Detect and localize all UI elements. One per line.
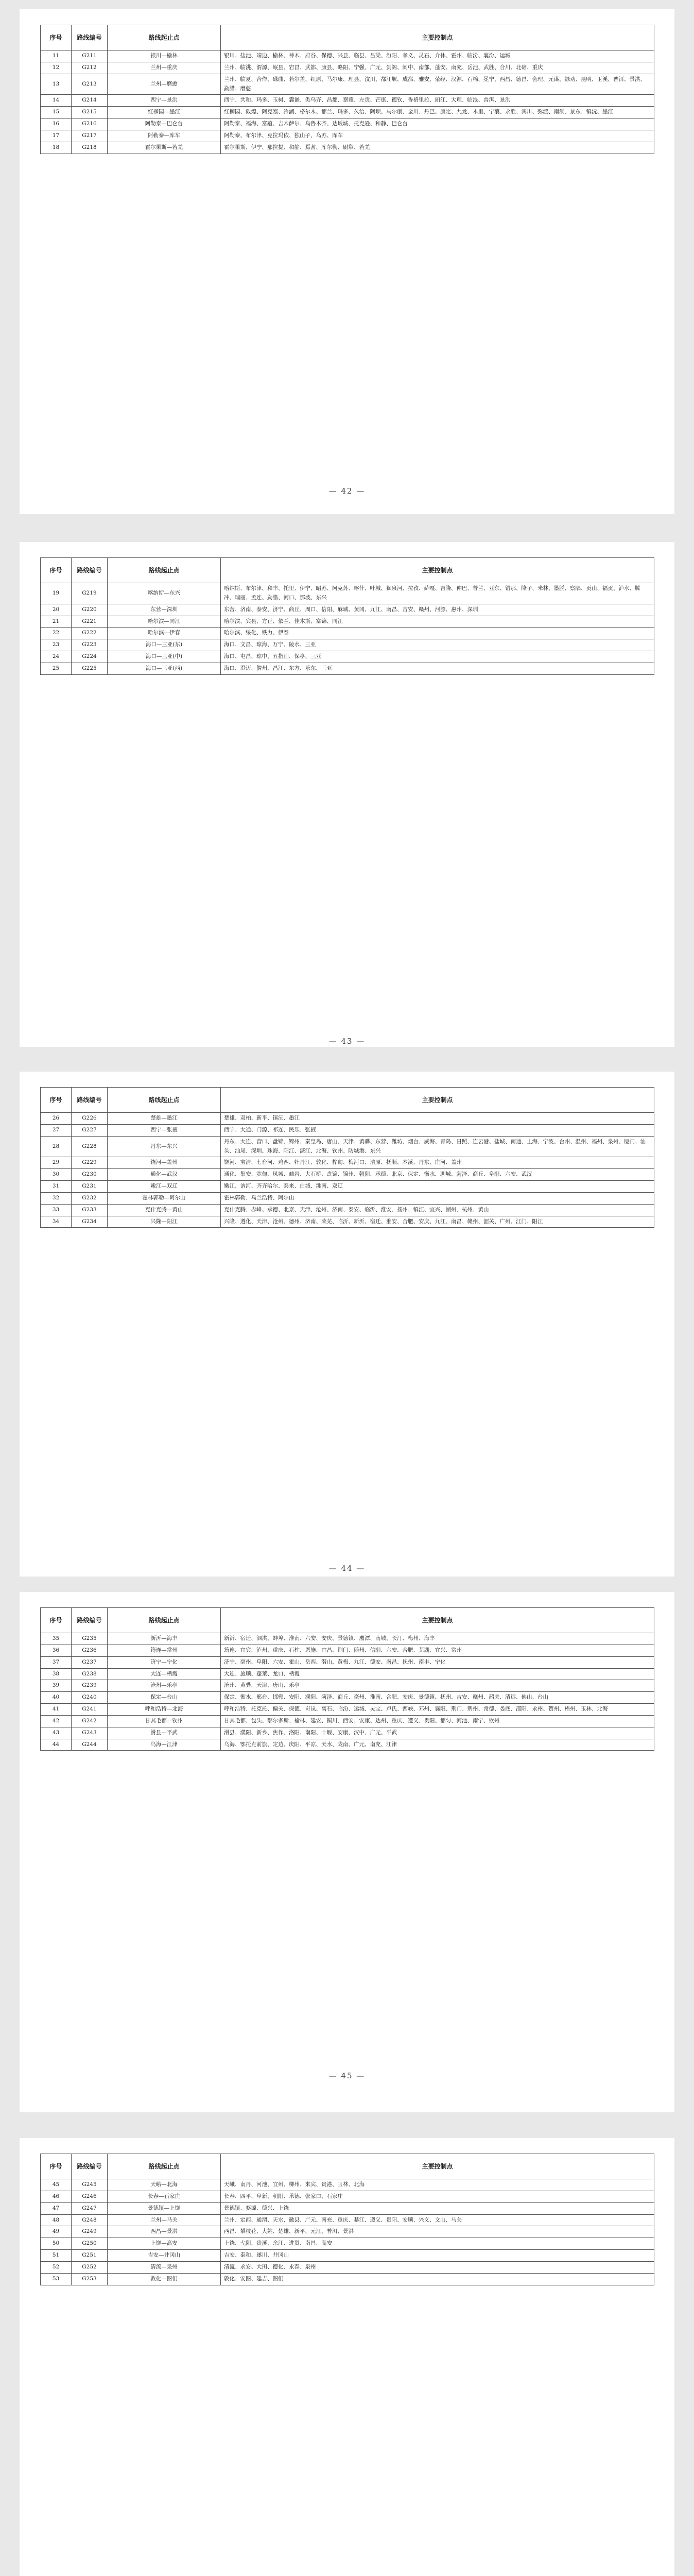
row-number: 38	[41, 1668, 72, 1680]
control-points: 吉安、泰和、遂川、井冈山	[221, 2250, 654, 2262]
column-header-no: 序号	[41, 2154, 72, 2179]
document-page	[20, 1072, 674, 1577]
route-code: G245	[72, 2179, 108, 2191]
row-number: 40	[41, 1692, 72, 1704]
column-header-route: 路线起止点	[108, 558, 221, 583]
row-number: 19	[41, 583, 72, 604]
row-number: 16	[41, 118, 72, 130]
row-number: 23	[41, 639, 72, 651]
route-code: G249	[72, 2226, 108, 2238]
page-number: — 44 —	[328, 1564, 366, 1573]
row-number: 13	[41, 74, 72, 95]
route-code: G227	[72, 1124, 108, 1136]
route-endpoints: 兰州—重庆	[108, 62, 221, 74]
route-table	[40, 25, 654, 154]
table-row	[41, 639, 654, 651]
table-row	[41, 1739, 654, 1751]
table-row	[41, 107, 654, 118]
document-page	[20, 2138, 674, 2576]
control-points: 阿勒泰、布尔津、克拉玛依、独山子、乌苏、库车	[221, 130, 654, 142]
control-points: 海口、屯昌、琼中、五指山、保亭、三亚	[221, 651, 654, 663]
route-endpoints: 银川—榆林	[108, 50, 221, 62]
route-code: G215	[72, 107, 108, 118]
column-header-no: 序号	[41, 1608, 72, 1633]
row-number: 12	[41, 62, 72, 74]
route-code: G234	[72, 1216, 108, 1228]
control-points: 兰州、定西、通渭、天水、徽县、广元、南充、重庆、綦江、遵义、贵阳、安顺、兴义、文山、马关	[221, 2214, 654, 2226]
route-table	[40, 1087, 654, 1228]
control-points: 哈尔滨、宾县、方正、依兰、佳木斯、富锦、同江	[221, 616, 654, 628]
route-code: G217	[72, 130, 108, 142]
route-code: G230	[72, 1169, 108, 1181]
control-points: 楚雄、双柏、新平、镇沅、墨江	[221, 1113, 654, 1125]
column-header-cities: 主要控制点	[221, 1608, 654, 1633]
row-number: 39	[41, 1680, 72, 1692]
route-code: G213	[72, 74, 108, 95]
row-number: 15	[41, 107, 72, 118]
table-row	[41, 651, 654, 663]
row-number: 18	[41, 142, 72, 154]
table-row	[41, 1704, 654, 1716]
row-number: 17	[41, 130, 72, 142]
control-points: 大连、旅顺、蓬莱、龙口、栖霞	[221, 1668, 654, 1680]
route-table	[40, 1607, 654, 1751]
column-header-route: 路线起止点	[108, 1608, 221, 1633]
table-header-row	[41, 558, 654, 583]
route-endpoints: 保定—台山	[108, 1692, 221, 1704]
table-header-row	[41, 1088, 654, 1113]
row-number: 33	[41, 1204, 72, 1216]
column-header-no: 序号	[41, 25, 72, 50]
control-points: 红柳园、敦煌、阿克塞、冷湖、格尔木、都兰、玛多、久治、阿坝、马尔康、金川、丹巴、康定、九龙、木里、宁蒗、永胜、宾川、弥渡、南涧、景东、镇沅、墨江	[221, 107, 654, 118]
route-endpoints: 长春—石家庄	[108, 2191, 221, 2202]
row-number: 44	[41, 1739, 72, 1751]
control-points: 霍尔果斯、伊宁、那拉提、和静、焉耆、库尔勒、尉犁、若羌	[221, 142, 654, 154]
row-number: 29	[41, 1157, 72, 1169]
row-number: 28	[41, 1136, 72, 1157]
route-code: G237	[72, 1656, 108, 1668]
route-endpoints: 喀纳斯—东兴	[108, 583, 221, 604]
route-endpoints: 海口—三亚(西)	[108, 663, 221, 674]
route-table	[40, 557, 654, 675]
route-endpoints: 滑县—平武	[108, 1727, 221, 1739]
table-row	[41, 1715, 654, 1727]
row-number: 46	[41, 2191, 72, 2202]
route-code: G218	[72, 142, 108, 154]
route-endpoints: 大连—栖霞	[108, 1668, 221, 1680]
control-points: 济宁、亳州、阜阳、六安、霍山、岳西、潜山、黄梅、九江、德安、南昌、抚州、南丰、宁化	[221, 1656, 654, 1668]
table-row	[41, 2261, 654, 2273]
table-row	[41, 2202, 654, 2214]
route-endpoints: 东营—深圳	[108, 604, 221, 616]
route-endpoints: 霍林郭勒—阿尔山	[108, 1192, 221, 1204]
control-points: 阿勒泰、福海、富蕴、吉木萨尔、乌鲁木齐、达坂城、托克逊、和静、巴仑台	[221, 118, 654, 130]
route-code: G233	[72, 1204, 108, 1216]
table-row	[41, 583, 654, 604]
row-number: 47	[41, 2202, 72, 2214]
route-code: G242	[72, 1715, 108, 1727]
route-code: G247	[72, 2202, 108, 2214]
table-row	[41, 1181, 654, 1193]
table-row	[41, 1656, 654, 1668]
table-row	[41, 2273, 654, 2285]
route-code: G226	[72, 1113, 108, 1125]
column-header-route: 路线起止点	[108, 25, 221, 50]
route-code: G231	[72, 1181, 108, 1193]
table-row	[41, 1216, 654, 1228]
route-code: G246	[72, 2191, 108, 2202]
route-endpoints: 阿勒泰—巴仑台	[108, 118, 221, 130]
control-points: 哈尔滨、绥化、铁力、伊春	[221, 628, 654, 639]
row-number: 26	[41, 1113, 72, 1125]
table-row	[41, 50, 654, 62]
page-number: — 42 —	[328, 486, 366, 496]
table-row	[41, 1668, 654, 1680]
table-row	[41, 2238, 654, 2250]
control-points: 敦化、安图、延吉、图们	[221, 2273, 654, 2285]
route-endpoints: 嫩江—双辽	[108, 1181, 221, 1193]
table-row	[41, 142, 654, 154]
route-code: G212	[72, 62, 108, 74]
control-points: 东营、济南、泰安、济宁、商丘、周口、信阳、麻城、黄冈、九江、南昌、吉安、赣州、河源、惠州、深圳	[221, 604, 654, 616]
row-number: 20	[41, 604, 72, 616]
route-endpoints: 霍尔果斯—若羌	[108, 142, 221, 154]
route-endpoints: 天峨—北海	[108, 2179, 221, 2191]
table-row	[41, 1204, 654, 1216]
table-header-row	[41, 25, 654, 50]
route-code: G252	[72, 2261, 108, 2273]
route-endpoints: 红柳园—墨江	[108, 107, 221, 118]
table-row	[41, 1645, 654, 1656]
row-number: 45	[41, 2179, 72, 2191]
row-number: 30	[41, 1169, 72, 1181]
route-code: G244	[72, 1739, 108, 1751]
route-endpoints: 兴隆—阳江	[108, 1216, 221, 1228]
control-points: 兰州、临夏、合作、碌曲、若尔盖、红原、马尔康、理县、汶川、都江堰、成都、雅安、荥经、汉源、石棉、冕宁、西昌、德昌、会理、元谋、禄劝、昆明、玉溪、普洱、景洪、勐腊、磨憨	[221, 74, 654, 95]
row-number: 50	[41, 2238, 72, 2250]
row-number: 53	[41, 2273, 72, 2285]
row-number: 41	[41, 1704, 72, 1716]
row-number: 21	[41, 616, 72, 628]
table-row	[41, 2191, 654, 2202]
control-points: 海口、文昌、琼海、万宁、陵水、三亚	[221, 639, 654, 651]
row-number: 36	[41, 1645, 72, 1656]
control-points: 银川、盐池、靖边、榆林、神木、府谷、保德、兴县、临县、吕梁、汾阳、孝义、灵石、介休、霍州、临汾、襄汾、运城	[221, 50, 654, 62]
route-code: G238	[72, 1668, 108, 1680]
row-number: 14	[41, 95, 72, 107]
control-points: 上饶、弋阳、贵溪、余江、进贤、南昌、高安	[221, 2238, 654, 2250]
control-points: 甘其毛都、包头、鄂尔多斯、榆林、延安、铜川、西安、安康、达州、重庆、遵义、贵阳、都匀、河池、南宁、钦州	[221, 1715, 654, 1727]
route-endpoints: 西昌—景洪	[108, 2226, 221, 2238]
route-code: G243	[72, 1727, 108, 1739]
table-header-row	[41, 2154, 654, 2179]
route-endpoints: 乌海—江津	[108, 1739, 221, 1751]
control-points: 饶河、宝清、七台河、鸡西、牡丹江、敦化、桦甸、梅河口、清原、抚顺、本溪、丹东、庄河、盖州	[221, 1157, 654, 1169]
route-code: G248	[72, 2214, 108, 2226]
page-number: — 43 —	[328, 1037, 366, 1046]
route-endpoints: 楚雄—墨江	[108, 1113, 221, 1125]
table-row	[41, 628, 654, 639]
table-row	[41, 2179, 654, 2191]
route-endpoints: 兰州—马关	[108, 2214, 221, 2226]
table-row	[41, 118, 654, 130]
route-code: G220	[72, 604, 108, 616]
table-row	[41, 1680, 654, 1692]
route-endpoints: 济宁—宁化	[108, 1656, 221, 1668]
column-header-route: 路线起止点	[108, 2154, 221, 2179]
column-header-code: 路线编号	[72, 1608, 108, 1633]
route-endpoints: 阿勒泰—库车	[108, 130, 221, 142]
route-code: G239	[72, 1680, 108, 1692]
route-code: G229	[72, 1157, 108, 1169]
route-code: G225	[72, 663, 108, 674]
row-number: 32	[41, 1192, 72, 1204]
route-endpoints: 新沂—海丰	[108, 1633, 221, 1645]
table-row	[41, 1169, 654, 1181]
route-endpoints: 通化—武汉	[108, 1169, 221, 1181]
control-points: 乌海、鄂托克前旗、定边、庆阳、平凉、天水、陇南、广元、南充、江津	[221, 1739, 654, 1751]
route-endpoints: 海口—三亚(东)	[108, 639, 221, 651]
row-number: 34	[41, 1216, 72, 1228]
control-points: 丹东、大连、营口、盘锦、锦州、秦皇岛、唐山、天津、黄骅、东营、潍坊、烟台、威海、青岛、日照、连云港、盐城、南通、上海、宁波、台州、温州、福州、泉州、厦门、汕头、汕尾、深圳、珠海、阳江、湛江、北海、钦州、防城港、东兴	[221, 1136, 654, 1157]
table-row	[41, 1727, 654, 1739]
page-number: — 45 —	[328, 2071, 366, 2080]
route-code: G211	[72, 50, 108, 62]
table-row	[41, 2250, 654, 2262]
route-endpoints: 敦化—图们	[108, 2273, 221, 2285]
route-code: G235	[72, 1633, 108, 1645]
control-points: 喀纳斯、布尔津、和丰、托里、伊宁、昭苏、阿克苏、喀什、叶城、狮泉河、拉孜、萨嘎、吉隆、仲巴、普兰、亚东、错那、隆子、米林、墨脱、察隅、贡山、福贡、泸水、腾冲、瑞丽、孟连、勐腊、河口、那坡、东兴	[221, 583, 654, 604]
table-row	[41, 604, 654, 616]
table-row	[41, 1633, 654, 1645]
column-header-cities: 主要控制点	[221, 558, 654, 583]
control-points: 西宁、大通、门源、祁连、民乐、张掖	[221, 1124, 654, 1136]
route-code: G241	[72, 1704, 108, 1716]
route-endpoints: 沧州—乐亭	[108, 1680, 221, 1692]
route-code: G224	[72, 651, 108, 663]
row-number: 24	[41, 651, 72, 663]
route-endpoints: 甘其毛都—钦州	[108, 1715, 221, 1727]
route-endpoints: 景德镇—上饶	[108, 2202, 221, 2214]
route-endpoints: 兰州—磨憨	[108, 74, 221, 95]
document-page	[20, 1592, 674, 2112]
control-points: 海口、澄迈、儋州、昌江、东方、乐东、三亚	[221, 663, 654, 674]
table-header-row	[41, 1608, 654, 1633]
row-number: 49	[41, 2226, 72, 2238]
column-header-cities: 主要控制点	[221, 25, 654, 50]
control-points: 兰州、临洮、渭源、岷县、宕昌、武都、康县、略阳、宁强、广元、剑阁、阆中、南部、蓬安、南充、岳池、武胜、合川、北碚、重庆	[221, 62, 654, 74]
column-header-cities: 主要控制点	[221, 1088, 654, 1113]
table-row	[41, 1192, 654, 1204]
column-header-no: 序号	[41, 1088, 72, 1113]
control-points: 沧州、黄骅、天津、唐山、乐亭	[221, 1680, 654, 1692]
row-number: 48	[41, 2214, 72, 2226]
route-endpoints: 吉安—井冈山	[108, 2250, 221, 2262]
route-code: G240	[72, 1692, 108, 1704]
route-code: G236	[72, 1645, 108, 1656]
route-code: G223	[72, 639, 108, 651]
route-endpoints: 西宁—景洪	[108, 95, 221, 107]
control-points: 克什克腾、赤峰、承德、北京、天津、沧州、济南、泰安、临沂、淮安、扬州、镇江、宜兴、湖州、杭州、黄山	[221, 1204, 654, 1216]
document-page	[20, 542, 674, 1047]
row-number: 27	[41, 1124, 72, 1136]
row-number: 11	[41, 50, 72, 62]
column-header-code: 路线编号	[72, 1088, 108, 1113]
route-code: G253	[72, 2273, 108, 2285]
route-code: G214	[72, 95, 108, 107]
control-points: 天峨、南丹、河池、宜州、柳州、来宾、贵港、玉林、北海	[221, 2179, 654, 2191]
route-endpoints: 呼和浩特—北海	[108, 1704, 221, 1716]
route-endpoints: 上饶—高安	[108, 2238, 221, 2250]
table-row	[41, 1136, 654, 1157]
row-number: 31	[41, 1181, 72, 1193]
route-endpoints: 清流—泉州	[108, 2261, 221, 2273]
control-points: 兴隆、遵化、天津、沧州、德州、济南、莱芜、临沂、新沂、宿迁、淮安、合肥、安庆、九江、南昌、赣州、韶关、广州、江门、阳江	[221, 1216, 654, 1228]
control-points: 滑县、濮阳、新乡、焦作、洛阳、南阳、十堰、安康、汉中、广元、平武	[221, 1727, 654, 1739]
table-row	[41, 1157, 654, 1169]
route-code: G216	[72, 118, 108, 130]
table-row	[41, 616, 654, 628]
route-table	[40, 2154, 654, 2285]
column-header-route: 路线起止点	[108, 1088, 221, 1113]
route-endpoints: 西宁—张掖	[108, 1124, 221, 1136]
route-endpoints: 海口—三亚(中)	[108, 651, 221, 663]
route-endpoints: 克什克腾—黄山	[108, 1204, 221, 1216]
table-row	[41, 663, 654, 674]
control-points: 西昌、攀枝花、大姚、楚雄、新平、元江、普洱、景洪	[221, 2226, 654, 2238]
table-row	[41, 74, 654, 95]
table-row	[41, 1692, 654, 1704]
row-number: 51	[41, 2250, 72, 2262]
route-endpoints: 哈尔滨—同江	[108, 616, 221, 628]
control-points: 呼和浩特、托克托、偏关、保德、岢岚、离石、临汾、运城、灵宝、卢氏、西峡、邓州、襄阳、荆门、荆州、常德、娄底、邵阳、永州、贺州、梧州、玉林、北海	[221, 1704, 654, 1716]
row-number: 43	[41, 1727, 72, 1739]
control-points: 通化、集安、宽甸、凤城、岫岩、大石桥、盘锦、锦州、朝阳、承德、北京、保定、衡水、聊城、菏泽、商丘、阜阳、六安、武汉	[221, 1169, 654, 1181]
route-code: G250	[72, 2238, 108, 2250]
column-header-no: 序号	[41, 558, 72, 583]
column-header-cities: 主要控制点	[221, 2154, 654, 2179]
column-header-code: 路线编号	[72, 558, 108, 583]
control-points: 西宁、共和、玛多、玉树、囊谦、类乌齐、昌都、察雅、左贡、芒康、德钦、香格里拉、丽江、大理、临沧、普洱、景洪	[221, 95, 654, 107]
table-row	[41, 1113, 654, 1125]
table-row	[41, 95, 654, 107]
row-number: 22	[41, 628, 72, 639]
control-points: 清流、永安、大田、德化、永春、泉州	[221, 2261, 654, 2273]
route-code: G222	[72, 628, 108, 639]
control-points: 长春、四平、阜新、朝阳、承德、张家口、石家庄	[221, 2191, 654, 2202]
row-number: 25	[41, 663, 72, 674]
table-row	[41, 2226, 654, 2238]
control-points: 嫩江、讷河、齐齐哈尔、泰来、白城、洮南、双辽	[221, 1181, 654, 1193]
control-points: 保定、衡水、邢台、邯郸、安阳、濮阳、菏泽、商丘、亳州、淮南、合肥、安庆、景德镇、抚州、吉安、赣州、韶关、清远、佛山、台山	[221, 1692, 654, 1704]
table-row	[41, 62, 654, 74]
route-endpoints: 饶河—盖州	[108, 1157, 221, 1169]
table-row	[41, 1124, 654, 1136]
control-points: 筠连、宜宾、泸州、重庆、石柱、恩施、宜昌、荆门、随州、信阳、六安、合肥、芜湖、宜兴、常州	[221, 1645, 654, 1656]
column-header-code: 路线编号	[72, 25, 108, 50]
route-endpoints: 丹东—东兴	[108, 1136, 221, 1157]
table-row	[41, 2214, 654, 2226]
row-number: 42	[41, 1715, 72, 1727]
row-number: 52	[41, 2261, 72, 2273]
route-endpoints: 哈尔滨—伊春	[108, 628, 221, 639]
row-number: 35	[41, 1633, 72, 1645]
route-code: G221	[72, 616, 108, 628]
table-row	[41, 130, 654, 142]
column-header-code: 路线编号	[72, 2154, 108, 2179]
row-number: 37	[41, 1656, 72, 1668]
route-code: G232	[72, 1192, 108, 1204]
route-code: G251	[72, 2250, 108, 2262]
control-points: 霍林郭勒、乌兰浩特、阿尔山	[221, 1192, 654, 1204]
route-endpoints: 筠连—常州	[108, 1645, 221, 1656]
control-points: 新沂、宿迁、泗洪、蚌埠、淮南、六安、安庆、景德镇、鹰潭、南城、长汀、梅州、海丰	[221, 1633, 654, 1645]
document-page	[20, 9, 674, 514]
route-code: G228	[72, 1136, 108, 1157]
control-points: 景德镇、婺源、德兴、上饶	[221, 2202, 654, 2214]
route-code: G219	[72, 583, 108, 604]
